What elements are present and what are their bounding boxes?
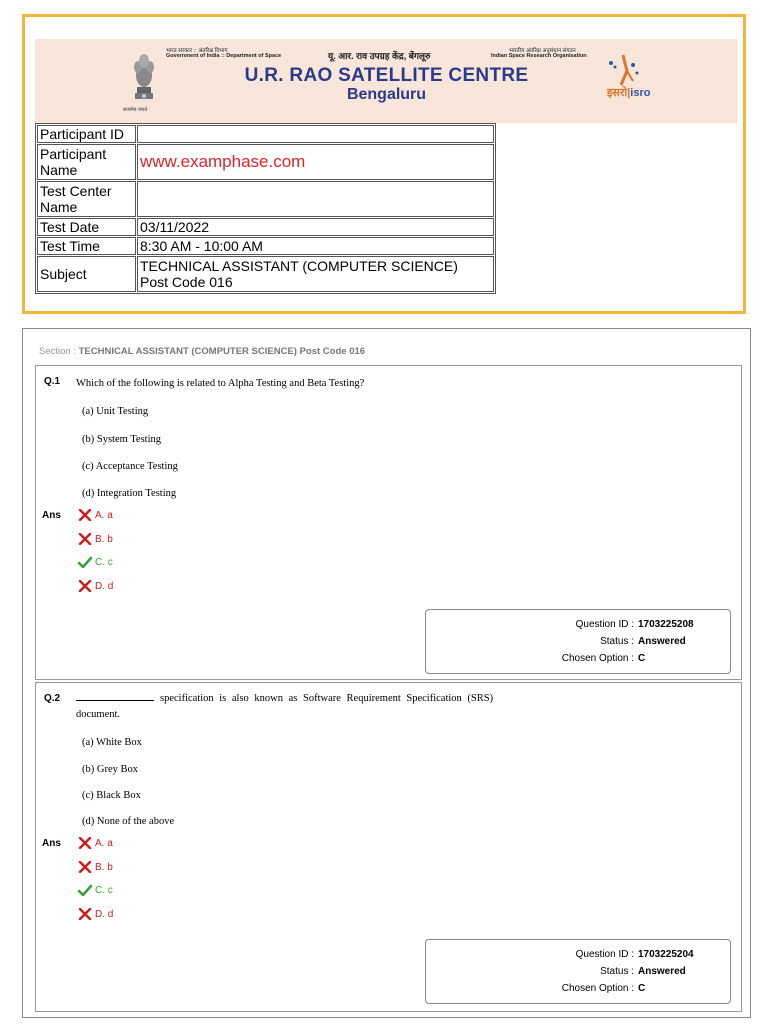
option-d: (d) None of the above <box>82 816 175 827</box>
test-time-label: Test Time <box>37 237 136 255</box>
question-text-line-2: document. <box>76 709 121 720</box>
choice-label: A. a <box>95 509 113 521</box>
header-card <box>22 14 746 314</box>
question-id-value: 1703225204 <box>638 949 694 960</box>
choice-label: B. b <box>95 861 113 873</box>
option-c: (c) Black Box <box>82 790 141 801</box>
test-center-row <box>37 181 494 217</box>
question-text: specification is also known as Software Requirement Specification (SRS) <box>76 693 493 704</box>
test-date-label: Test Date <box>37 218 136 236</box>
option-b: (b) Grey Box <box>82 764 138 775</box>
isro-logo-icon <box>603 51 651 111</box>
test-center-label: Test Center Name <box>37 181 136 217</box>
subject-label: Subject <box>37 256 136 292</box>
cross-icon <box>78 908 92 920</box>
government-hindi-text: भारत सरकार :: अंतरिक्ष विभाग <box>166 48 228 54</box>
emblem-motto: सत्यमेव जयते <box>123 107 148 113</box>
isro-english-text: Indian Space Research Organisation <box>491 53 587 59</box>
question-panel <box>22 328 751 1018</box>
choice-b <box>78 533 113 545</box>
checkmark-icon <box>78 884 92 896</box>
section-heading <box>39 346 365 357</box>
test-time-value: 8:30 AM - 10:00 AM <box>137 237 494 255</box>
question-id-value: 1703225208 <box>638 619 694 630</box>
choice-c <box>78 884 113 896</box>
status-line: Status : Answered <box>600 966 686 977</box>
subject-line-2: Post Code 016 <box>140 274 233 290</box>
checkmark-icon <box>78 556 92 568</box>
fill-in-blank <box>76 700 154 701</box>
cross-icon <box>78 580 92 592</box>
cross-icon <box>78 837 92 849</box>
question-status-box <box>425 609 731 674</box>
choice-label: D. d <box>95 908 114 920</box>
participant-id-row <box>37 125 494 143</box>
participant-name-label: Participant Name <box>37 144 136 180</box>
status-value: Answered <box>638 636 686 647</box>
test-date-row <box>37 218 494 236</box>
cross-icon <box>78 509 92 521</box>
chosen-option-value: C <box>638 983 646 994</box>
status-value: Answered <box>638 966 686 977</box>
question-text: Which of the following is related to Alpha Testing and Beta Testing? <box>76 378 365 389</box>
subject-value <box>137 256 494 292</box>
choice-label: B. b <box>95 533 113 545</box>
participant-name-value: www.examphase.com <box>137 144 494 180</box>
option-c: (c) Acceptance Testing <box>82 461 178 472</box>
question-block <box>35 682 742 1012</box>
choice-d <box>78 580 113 592</box>
centre-banner <box>35 39 738 123</box>
question-id-line: Question ID : 1703225204 <box>575 949 694 960</box>
test-date-value: 03/11/2022 <box>137 218 494 236</box>
choice-b <box>78 861 113 873</box>
status-line: Status : Answered <box>600 636 686 647</box>
question-number: Q.2 <box>44 693 61 704</box>
isro-hindi-text: भारतीय अंतरिक्ष अनुसंधान संगठन <box>509 48 576 54</box>
choice-label: D. d <box>95 580 114 592</box>
option-b: (b) System Testing <box>82 434 161 445</box>
government-english-text: Government of India :: Department of Space <box>166 53 282 59</box>
participant-info-table <box>35 123 496 294</box>
option-a: (a) White Box <box>82 737 142 748</box>
section-label: Section : <box>39 346 76 357</box>
chosen-option-line: Chosen Option : C <box>561 653 646 664</box>
chosen-option-line: Chosen Option : C <box>561 983 646 994</box>
isro-wordmark: इसरो|isro <box>607 87 651 99</box>
cross-icon <box>78 533 92 545</box>
test-time-row <box>37 237 494 255</box>
centre-title: U.R. RAO SATELLITE CENTRE <box>244 65 529 86</box>
option-a: (a) Unit Testing <box>82 406 149 417</box>
section-name: TECHNICAL ASSISTANT (COMPUTER SCIENCE) Post Code 016 <box>78 346 366 357</box>
test-center-value <box>137 181 494 217</box>
centre-city: Bengaluru <box>346 86 427 103</box>
question-status-box <box>425 939 731 1004</box>
choice-a <box>78 837 113 849</box>
centre-hindi-text: यू. आर. राव उपग्रह केंद्र, बेंगलूरु <box>328 51 431 61</box>
chosen-option-value: C <box>638 653 646 664</box>
cross-icon <box>78 861 92 873</box>
choice-d <box>78 908 113 920</box>
participant-name-row <box>37 144 494 180</box>
participant-id-label: Participant ID <box>37 125 136 143</box>
question-id-line: Question ID : 1703225208 <box>575 619 694 630</box>
choice-c <box>78 556 113 568</box>
subject-line-1: TECHNICAL ASSISTANT (COMPUTER SCIENCE) <box>140 258 458 274</box>
question-block <box>35 365 742 680</box>
participant-id-value <box>137 125 494 143</box>
answer-label: Ans <box>42 838 61 849</box>
question-number: Q.1 <box>44 376 61 387</box>
choice-a <box>78 509 113 521</box>
choice-label: C. c <box>95 556 113 568</box>
answer-label: Ans <box>42 510 61 521</box>
choice-label: A. a <box>95 837 113 849</box>
option-d: (d) Integration Testing <box>82 488 177 499</box>
subject-row <box>37 256 494 292</box>
choice-label: C. c <box>95 884 113 896</box>
